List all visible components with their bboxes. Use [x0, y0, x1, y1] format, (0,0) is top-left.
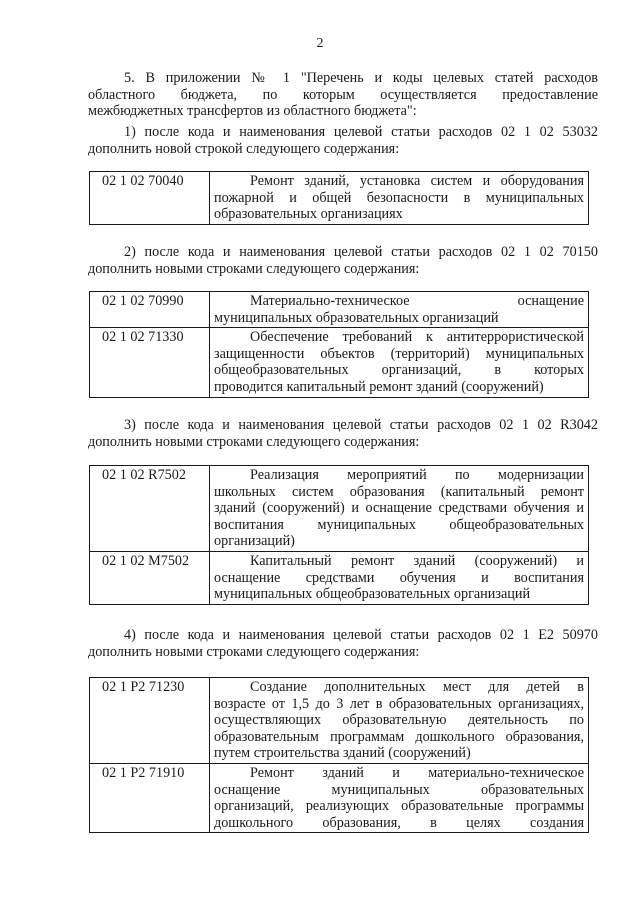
section-line: 3) после кода и наименования целевой статьи расходов 02 1 02 R3042	[124, 417, 598, 433]
section-line: 2) после кода и наименования целевой статьи расходов 02 1 02 70150	[124, 244, 598, 260]
name-line: организаций, реализующих образовательные программы	[214, 798, 584, 815]
name-line: дошкольного образования, в целях создания	[214, 814, 584, 831]
section4-paragraph	[88, 627, 598, 660]
name-cell	[210, 292, 589, 328]
name-line: Ремонт зданий и материально-техническое	[250, 764, 584, 781]
code-cell: 02 1 02 M7502	[90, 551, 210, 604]
section2-table	[89, 291, 589, 398]
name-cell	[210, 763, 589, 832]
name-cell	[210, 172, 589, 225]
table-row	[90, 328, 589, 397]
name-line: оснащение муниципальных образовательных	[214, 781, 584, 798]
section3-paragraph	[88, 417, 598, 450]
table-row	[90, 551, 589, 604]
name-cell	[210, 678, 589, 764]
name-line: проводится капитальный ремонт зданий (сооружений)	[214, 378, 544, 395]
table-row	[90, 763, 589, 832]
section1-paragraph	[88, 124, 598, 157]
name-line: оснащение средствами обучения и воспитания	[214, 569, 584, 586]
name-line: Реализация мероприятий по модернизации	[250, 467, 584, 483]
name-line: школьных систем образования (капитальный ремонт	[214, 483, 584, 500]
section-line: 1) после кода и наименования целевой статьи расходов 02 1 02 53032	[124, 124, 598, 140]
intro-line: межбюджетных трансфертов из областного бюджета":	[88, 103, 417, 120]
name-line: муниципальных общеобразовательных организаций	[214, 586, 531, 603]
code-cell: 02 1 02 71330	[90, 328, 210, 397]
name-line: образовательным программам дошкольного образования,	[214, 728, 584, 745]
name-line: Обеспечение требований к антитеррористической	[250, 329, 584, 346]
section-line: дополнить новыми строками следующего содержания:	[88, 433, 420, 450]
name-line: Создание дополнительных мест для детей в	[250, 679, 584, 695]
name-line: возрасте от 1,5 до 3 лет в образовательных организациях,	[214, 695, 584, 712]
code-cell: 02 1 Р2 71910	[90, 763, 210, 832]
table-row	[90, 172, 589, 225]
table-row	[90, 678, 589, 764]
section3-table	[89, 465, 589, 605]
table-row	[90, 292, 589, 328]
name-line: пожарной и общей безопасности в муниципальных	[214, 189, 584, 206]
name-line: общеобразовательных организаций, в которых	[214, 362, 584, 379]
section4-table	[89, 677, 589, 833]
intro-line: 5. В приложении № 1 "Перечень и коды целевых статей расходов	[124, 70, 598, 86]
code-cell: 02 1 02 70990	[90, 292, 210, 328]
section-line: 4) после кода и наименования целевой статьи расходов 02 1 Е2 50970	[124, 627, 598, 643]
name-line: муниципальных образовательных организаций	[214, 309, 499, 326]
name-line: Материально-техническое оснащение	[250, 293, 584, 309]
name-line: путем строительства зданий (сооружений)	[214, 745, 471, 762]
name-line: образовательных организациях	[214, 206, 403, 223]
section-line: дополнить новыми строками следующего содержания:	[88, 260, 420, 277]
section-line: дополнить новыми строками следующего содержания:	[88, 643, 420, 660]
intro-line: областного бюджета, по которым осуществляется предоставление	[88, 86, 598, 103]
page-number: 2	[316, 36, 324, 51]
section2-paragraph	[88, 244, 598, 277]
table-row	[90, 466, 589, 552]
section1-table	[89, 171, 589, 225]
name-line: Капитальный ремонт зданий (сооружений) и	[250, 552, 584, 569]
code-cell: 02 1 02 R7502	[90, 466, 210, 552]
code-cell: 02 1 02 70040	[90, 172, 210, 225]
name-line: зданий (сооружений) и оснащение средствами обучения и	[214, 500, 584, 517]
name-cell	[210, 551, 589, 604]
name-cell	[210, 328, 589, 397]
code-cell: 02 1 Р2 71230	[90, 678, 210, 764]
name-cell	[210, 466, 589, 552]
name-line: воспитания муниципальных общеобразовательных	[214, 516, 584, 533]
name-line: осуществляющих образовательную деятельность по	[214, 712, 584, 729]
section-line: дополнить новой строкой следующего содержания:	[88, 140, 400, 157]
name-line: организаций)	[214, 533, 295, 550]
name-line: Ремонт зданий, установка систем и оборудования	[250, 173, 584, 189]
intro-paragraph	[88, 70, 598, 120]
name-line: защищенности объектов (территорий) муниципальных	[214, 345, 584, 362]
